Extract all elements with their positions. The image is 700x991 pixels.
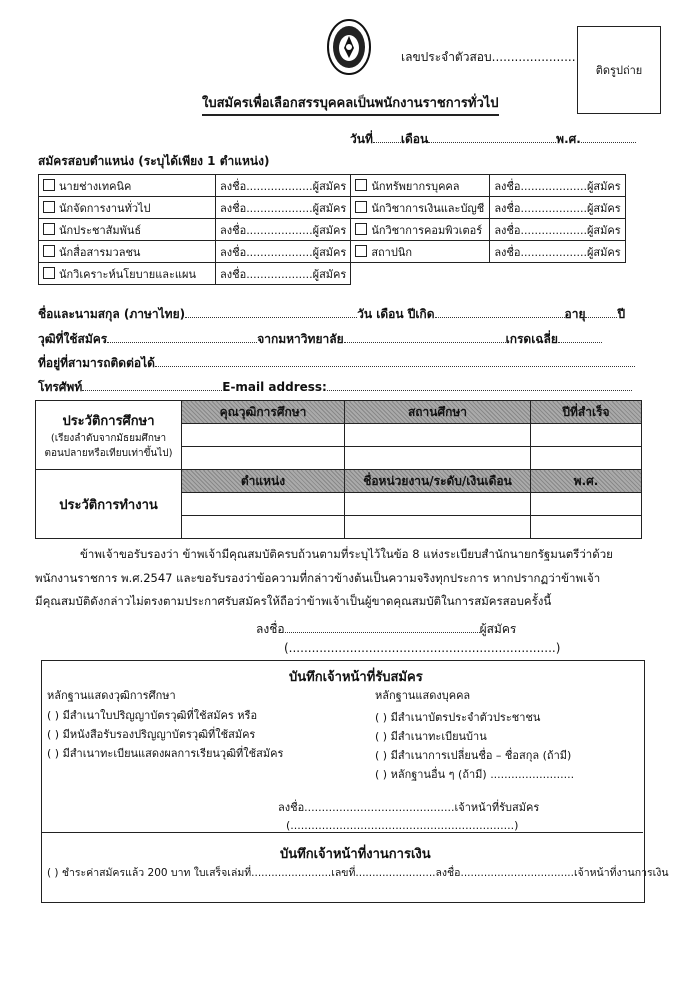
education-title-cell [36, 401, 182, 470]
checkbox[interactable] [43, 223, 55, 235]
sign-label: ลงชื่อ [494, 223, 521, 237]
history-table [35, 400, 642, 539]
exam-id-field[interactable] [401, 48, 576, 67]
applicant-signature[interactable] [256, 620, 516, 639]
checkbox[interactable] [355, 223, 367, 235]
date-day-input[interactable] [373, 142, 401, 143]
position-option[interactable] [351, 219, 490, 241]
table-cell[interactable] [531, 516, 642, 539]
officer-record-box [41, 660, 669, 903]
position-label: นักทรัพยากรบุคคล [371, 179, 460, 193]
position-option[interactable] [39, 263, 216, 285]
applicant-label: ผู้สมัคร [312, 245, 347, 259]
applicant-label: ผู้สมัคร [586, 223, 621, 237]
sign-dots: ................... [520, 179, 587, 193]
sign-label: ลงชื่อ [256, 622, 285, 636]
table-cell[interactable] [345, 493, 531, 516]
date-month-label: เดือน [400, 132, 429, 146]
position-label: นักวิชาการคอมพิวเตอร์ [371, 223, 483, 237]
gpa-input[interactable] [558, 342, 602, 343]
education-col-year: ปีที่สำเร็จ [531, 401, 642, 424]
exam-id-label: เลขประจำตัวสอบ [401, 50, 492, 64]
date-year-label: พ.ศ. [556, 132, 581, 146]
position-label: นักวิเคราะห์นโยบายและแผน [59, 267, 196, 281]
table-cell[interactable] [531, 447, 642, 470]
officer-name-paren: (................................................................) [286, 819, 519, 832]
empty-cell [351, 263, 490, 285]
degree-input[interactable] [107, 342, 257, 343]
edu-evidence-item[interactable]: ( ) มีสำเนาทะเบียนแสดงผลการเรียนวุฒิที่ใช้สมัคร [47, 747, 284, 760]
sign-label: ลงชื่อ [494, 201, 521, 215]
signature-cell [216, 263, 351, 285]
applicant-name-paren: (......................................................................) [284, 641, 561, 655]
age-input[interactable] [585, 317, 617, 318]
position-option[interactable] [39, 241, 216, 263]
address-line [38, 354, 648, 373]
signature-cell [216, 241, 351, 263]
table-cell[interactable] [345, 424, 531, 447]
sign-dots: ................... [246, 179, 313, 193]
checkbox[interactable] [43, 201, 55, 213]
sign-label: ลงชื่อ [220, 201, 247, 215]
birth-label: วัน เดือน ปีเกิด [357, 307, 435, 321]
applicant-label: ผู้สมัคร [312, 267, 347, 281]
signature-cell [216, 197, 351, 219]
contact-line [38, 378, 648, 397]
declaration-line: พนักงานราชการ พ.ศ.2547 และขอรับรองว่าข้อความที่กล่าวข้างต้นเป็นความจริงทุกประการ หากปรากฏว่าข้าพเจ้า [35, 571, 601, 585]
date-line [350, 130, 650, 149]
date-year-input[interactable] [581, 142, 636, 143]
applicant-label: ผู้สมัคร [479, 622, 517, 636]
applicant-label: ผู้สมัคร [312, 223, 347, 237]
email-label: E-mail address: [222, 380, 327, 394]
position-option[interactable] [39, 175, 216, 197]
sign-dots: ................... [520, 223, 587, 237]
sign-dots: ................... [246, 245, 313, 259]
work-title: ประวัติการทำงาน [36, 470, 182, 539]
university-seal-logo [326, 18, 372, 76]
applicant-label: ผู้สมัคร [586, 245, 621, 259]
checkbox[interactable] [43, 179, 55, 191]
table-cell[interactable] [182, 493, 345, 516]
phone-label: โทรศัพท์ [38, 380, 83, 394]
empty-cell [490, 263, 625, 285]
checkbox[interactable] [43, 245, 55, 257]
table-cell[interactable] [182, 424, 345, 447]
position-option[interactable] [351, 197, 490, 219]
signature-cell [216, 219, 351, 241]
person-evidence-item[interactable]: ( ) หลักฐานอื่น ๆ (ถ้ามี) ........................ [375, 768, 575, 781]
degree-label: วุฒิที่ใช้สมัคร [38, 332, 108, 346]
declaration-line: มีคุณสมบัติดังกล่าวไม่ตรงตามประกาศรับสมัครให้ถือว่าข้าพเจ้าเป็นผู้ขาดคุณสมบัติในการสมัครสอบครั้งนี้ [35, 594, 552, 608]
photo-box [577, 26, 661, 114]
sign-dots: ................... [246, 223, 313, 237]
address-label: ที่อยู่ที่สามารถติดต่อได้ [38, 356, 155, 370]
applicant-label: ผู้สมัคร [586, 179, 621, 193]
birth-input[interactable] [435, 317, 565, 318]
edu-evidence-heading: หลักฐานแสดงวุฒิการศึกษา [47, 689, 176, 702]
person-evidence-item[interactable]: ( ) มีสำเนาบัตรประจำตัวประชาชน [375, 711, 541, 724]
divider [42, 832, 643, 833]
person-evidence-item[interactable]: ( ) มีสำเนาทะเบียนบ้าน [375, 730, 487, 743]
university-label: จากมหาวิทยาลัย [257, 332, 344, 346]
year-label: ปี [617, 307, 626, 321]
education-col-qualification: คุณวุฒิการศึกษา [182, 401, 345, 424]
position-option[interactable] [39, 197, 216, 219]
position-label: นักวิชาการเงินและบัญชี [371, 201, 485, 215]
date-day-label: วันที่ [350, 132, 373, 146]
table-cell[interactable] [531, 493, 642, 516]
table-cell[interactable] [182, 447, 345, 470]
form-title: ใบสมัครเพื่อเลือกสรรบุคคลเป็นพนักงานราชการทั่วไป [202, 92, 499, 116]
phone-input[interactable] [82, 390, 222, 391]
age-label: อายุ [564, 307, 586, 321]
sign-label: ลงชื่อ [220, 179, 247, 193]
person-evidence-item[interactable]: ( ) มีสำเนาการเปลี่ยนชื่อ – ชื่อสกุล (ถ้ามี) [375, 749, 572, 762]
declaration-line: ข้าพเจ้าขอรับรองว่า ข้าพเจ้ามีคุณสมบัติครบถ้วนตามที่ระบุไว้ในข้อ 8 แห่งระเบียบสำนักนายกรัฐมนตรีว่าด้วย [80, 547, 613, 561]
signature-cell [490, 197, 625, 219]
position-option[interactable] [351, 175, 490, 197]
table-cell[interactable] [531, 424, 642, 447]
work-col-position: ตำแหน่ง [182, 470, 345, 493]
gpa-label: เกรดเฉลี่ย [505, 332, 558, 346]
position-option[interactable] [351, 241, 490, 263]
sign-label: ลงชื่อ [494, 245, 521, 259]
signature-cell [216, 175, 351, 197]
sign-dots: ................... [246, 201, 313, 215]
sign-label: ลงชื่อ [220, 223, 247, 237]
checkbox[interactable] [355, 179, 367, 191]
table-cell[interactable] [345, 516, 531, 539]
sign-dots: ................... [520, 201, 587, 215]
signature-input[interactable] [285, 632, 480, 633]
position-table [38, 174, 626, 285]
sign-dots: ................... [246, 267, 313, 281]
position-option[interactable] [39, 219, 216, 241]
checkbox[interactable] [43, 267, 55, 279]
sign-label: ลงชื่อ [220, 267, 247, 281]
email-input[interactable] [327, 390, 632, 391]
position-label: นักสื่อสารมวลชน [59, 245, 141, 259]
education-col-institution: สถานศึกษา [345, 401, 531, 424]
officer-title: บันทึกเจ้าหน้าที่รับสมัคร [289, 670, 423, 685]
name-input[interactable] [185, 317, 357, 318]
name-label: ชื่อและนามสกุล (ภาษาไทย) [38, 307, 186, 321]
work-col-year: พ.ศ. [531, 470, 642, 493]
sign-label: ลงชื่อ [220, 245, 247, 259]
photo-label: ติดรูปถ่าย [595, 64, 643, 77]
work-col-agency: ชื่อหน่วยงาน/ระดับ/เงินเดือน [345, 470, 531, 493]
person-evidence-heading: หลักฐานแสดงบุคคล [375, 689, 471, 702]
applicant-label: ผู้สมัคร [586, 201, 621, 215]
position-label: นักประชาสัมพันธ์ [59, 223, 142, 237]
officer-signature[interactable]: ลงชื่อ...........................................เจ้าหน้าที่รับสมัคร [278, 801, 540, 814]
name-line [38, 305, 648, 324]
position-heading: สมัครสอบตำแหน่ง (ระบุได้เพียง 1 ตำแหน่ง) [38, 154, 270, 168]
university-input[interactable] [344, 342, 506, 343]
sign-label: ลงชื่อ [494, 179, 521, 193]
applicant-label: ผู้สมัคร [312, 201, 347, 215]
finance-title: บันทึกเจ้าหน้าที่งานการเงิน [280, 847, 431, 862]
signature-cell [490, 175, 625, 197]
position-label: นักจัดการงานทั่วไป [59, 201, 151, 215]
checkbox[interactable] [355, 201, 367, 213]
exam-id-dots: ...................... [491, 50, 576, 64]
table-cell[interactable] [182, 516, 345, 539]
address-input[interactable] [155, 366, 635, 367]
date-month-input[interactable] [428, 142, 556, 143]
education-title: ประวัติการศึกษา [62, 413, 155, 429]
checkbox[interactable] [355, 245, 367, 257]
position-label: สถาปนิก [371, 245, 413, 259]
table-cell[interactable] [345, 447, 531, 470]
finance-payment-line[interactable]: ( ) ชำระค่าสมัครแล้ว 200 บาท ใบเสร็จเล่มที่........................เลขที่........................ลงชื่อ..................................เจ้าหน้าที่งานการเงิน [47, 867, 669, 879]
edu-evidence-item[interactable]: ( ) มีหนังสือรับรองปริญญาบัตรวุฒิที่ใช้สมัคร [47, 728, 256, 741]
sign-dots: ................... [520, 245, 587, 259]
education-note: ตอนปลายหรือเทียบเท่าขึ้นไป) [44, 447, 173, 459]
education-note: (เรียงลำดับจากมัธยมศึกษา [50, 432, 167, 444]
signature-cell [490, 219, 625, 241]
applicant-label: ผู้สมัคร [312, 179, 347, 193]
signature-cell [490, 241, 625, 263]
edu-evidence-item[interactable]: ( ) มีสำเนาใบปริญญาบัตรวุฒิที่ใช้สมัคร หรือ [47, 709, 258, 722]
position-label: นายช่างเทคนิค [59, 179, 132, 193]
degree-line [38, 330, 648, 349]
